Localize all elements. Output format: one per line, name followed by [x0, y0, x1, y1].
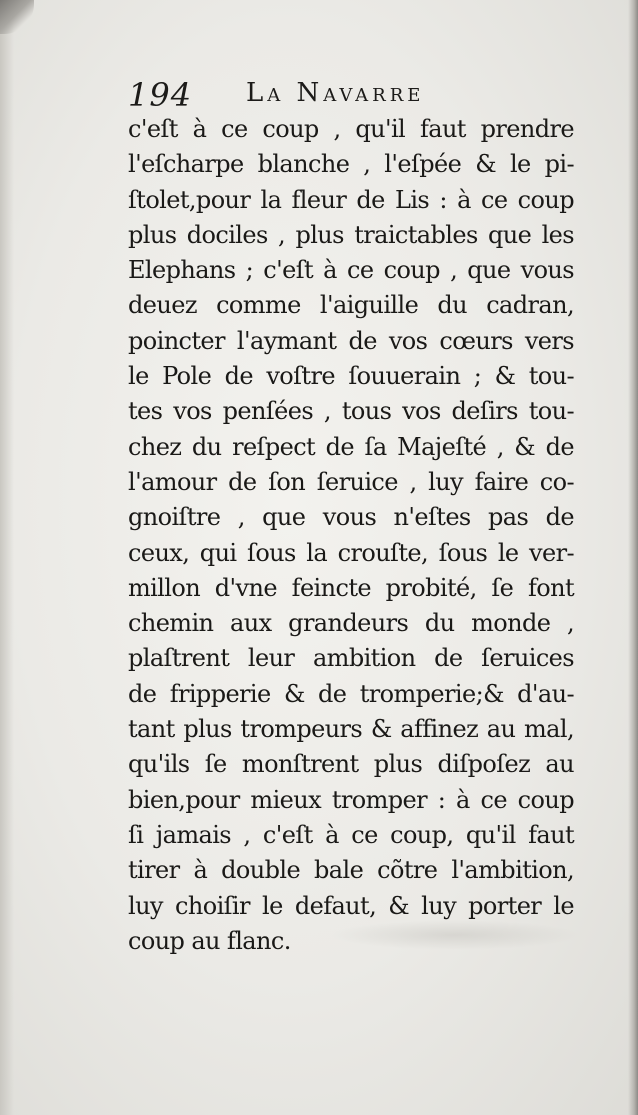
page-number: 194: [128, 76, 193, 114]
text-line: ſtolet,pour la fleur de Lis : à ce coup: [128, 185, 574, 214]
text-line: qu'ils ſe monſtrent plus diſpoſez au: [128, 750, 574, 779]
text-line: coup au flanc.: [128, 926, 291, 955]
body-text: [128, 112, 574, 959]
text-line: plus dociles , plus traictables que les: [128, 220, 574, 249]
text-line: de fripperie & de tromperie;& d'au-: [128, 679, 574, 708]
text-line: chez du reſpect de ſa Majeſté , & de: [128, 432, 574, 461]
text-line: plaſtrent leur ambition de ſeruices: [128, 644, 574, 673]
text-line: poincter l'aymant de vos cœurs vers: [128, 326, 574, 355]
corner-fold: [0, 0, 34, 34]
text-line: l'eſcharpe blanche , l'eſpée & le pi-: [128, 150, 574, 179]
text-line: tes vos penſées , tous vos deſirs tou-: [128, 397, 574, 426]
text-line: chemin aux grandeurs du monde ,: [128, 609, 574, 638]
text-line: Elephans ; c'eſt à ce coup , que vous: [128, 256, 574, 285]
page-edge-shadow: [628, 0, 638, 1115]
page-gutter-shadow: [0, 0, 14, 1115]
text-line: deuez comme l'aiguille du cadran,: [128, 291, 574, 320]
text-line: ceux, qui ſous la crouſte, ſous le ver-: [128, 538, 574, 567]
text-line: c'eſt à ce coup , qu'il faut prendre: [128, 115, 574, 143]
text-line: bien,pour mieux tromper : à ce coup: [128, 785, 574, 814]
text-line: ſi jamais , c'eſt à ce coup, qu'il faut: [128, 820, 574, 849]
text-line: luy choiſir le defaut, & luy porter le: [128, 891, 574, 920]
text-line: l'amour de ſon ſeruice , luy faire co-: [128, 467, 574, 496]
text-line: millon d'vne feincte probité, ſe font: [128, 573, 574, 602]
text-line: tant plus trompeurs & affinez au mal,: [128, 715, 574, 744]
text-line: gnoiſtre , que vous n'eſtes pas de: [128, 503, 574, 532]
text-line: tirer à double bale cõtre l'ambition,: [128, 856, 574, 885]
text-line: le Pole de voſtre ſouuerain ; & tou-: [128, 362, 574, 391]
running-head: La Navarre: [246, 78, 425, 108]
